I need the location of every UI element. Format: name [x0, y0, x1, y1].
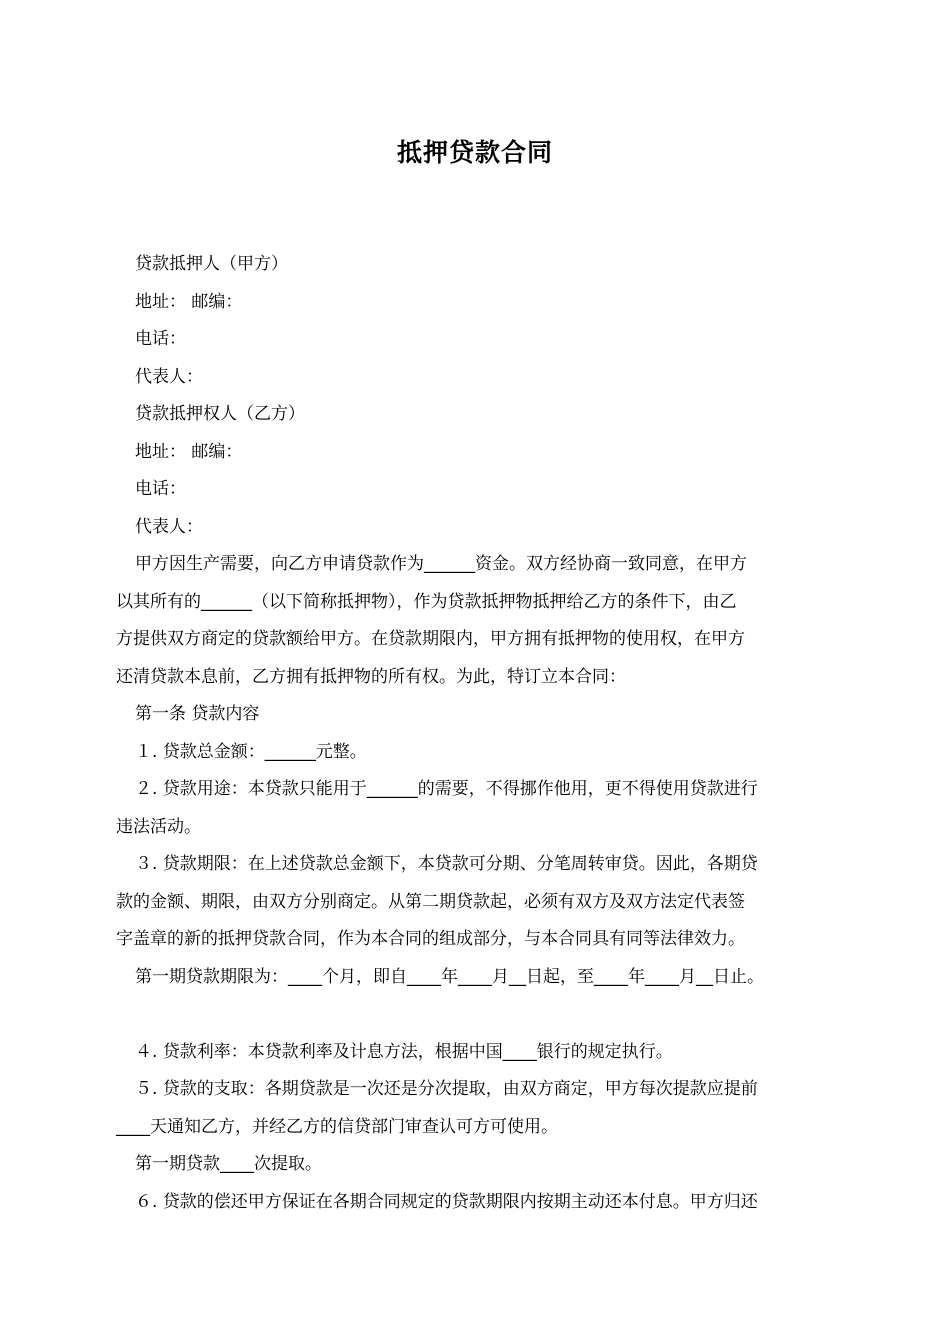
text-line: 代表人：: [135, 516, 203, 537]
text-line: 甲方因生产需要，向乙方申请贷款作为______资金。双方经协商一致同意，在甲方: [135, 554, 747, 574]
text-line: 贷款抵押人（甲方）: [135, 254, 288, 274]
text-line: 第一期贷款____次提取。: [135, 1154, 322, 1174]
text-line: 字盖章的新的抵押贷款合同，作为本合同的组成部分，与本合同具有同等法律效力。: [116, 929, 745, 949]
text-line: 以其所有的______（以下简称抵押物），作为贷款抵押物抵押给乙方的条件下，由乙: [116, 591, 737, 612]
text-line: ４. 贷款利率：本贷款利率及计息方法，根据中国____银行的规定执行。: [135, 1041, 673, 1062]
text-line: 电话：: [135, 479, 186, 499]
text-line: １. 贷款总金额：______元整。: [135, 741, 367, 762]
text-line: 款的金额、期限，由双方分别商定。从第二期贷款起，必须有双方及双方法定代表签: [116, 891, 745, 912]
text-line: 地址： 邮编：: [135, 291, 243, 312]
text-line: ____天通知乙方，并经乙方的信贷部门审查认可方可使用。: [116, 1116, 558, 1137]
blank-line: [116, 996, 836, 1034]
text-line: 方提供双方商定的贷款额给甲方。在贷款期限内，甲方拥有抵押物的使用权，在甲方: [116, 629, 745, 649]
text-line: ２. 贷款用途：本贷款只能用于______的需要，不得挪作他用，更不得使用贷款进行: [135, 779, 758, 799]
document-body: [116, 246, 836, 1221]
text-line: 贷款抵押权人（乙方）: [135, 404, 305, 424]
text-line: 地址： 邮编：: [135, 441, 243, 462]
text-line: 第一期贷款期限为：____个月，即自____年____月__日起，至____年____月__日止。: [135, 966, 764, 987]
text-line: 电话：: [135, 329, 186, 349]
text-line: 第一条 贷款内容: [135, 704, 260, 724]
document-title: 抵押贷款合同: [396, 138, 553, 167]
text-line: 违法活动。: [116, 816, 201, 837]
text-line: ５. 贷款的支取：各期贷款是一次还是分次提取，由双方商定，甲方每次提款应提前: [135, 1079, 758, 1099]
text-line: ３. 贷款期限：在上述贷款总金额下，本贷款可分期、分笔周转审贷。因此，各期贷: [135, 854, 758, 874]
text-line: ６. 贷款的偿还甲方保证在各期合同规定的贷款期限内按期主动还本付息。甲方归还: [135, 1191, 758, 1212]
text-line: 代表人：: [135, 366, 203, 387]
text-line: 还清贷款本息前，乙方拥有抵押物的所有权。为此，特订立本合同：: [116, 666, 626, 687]
